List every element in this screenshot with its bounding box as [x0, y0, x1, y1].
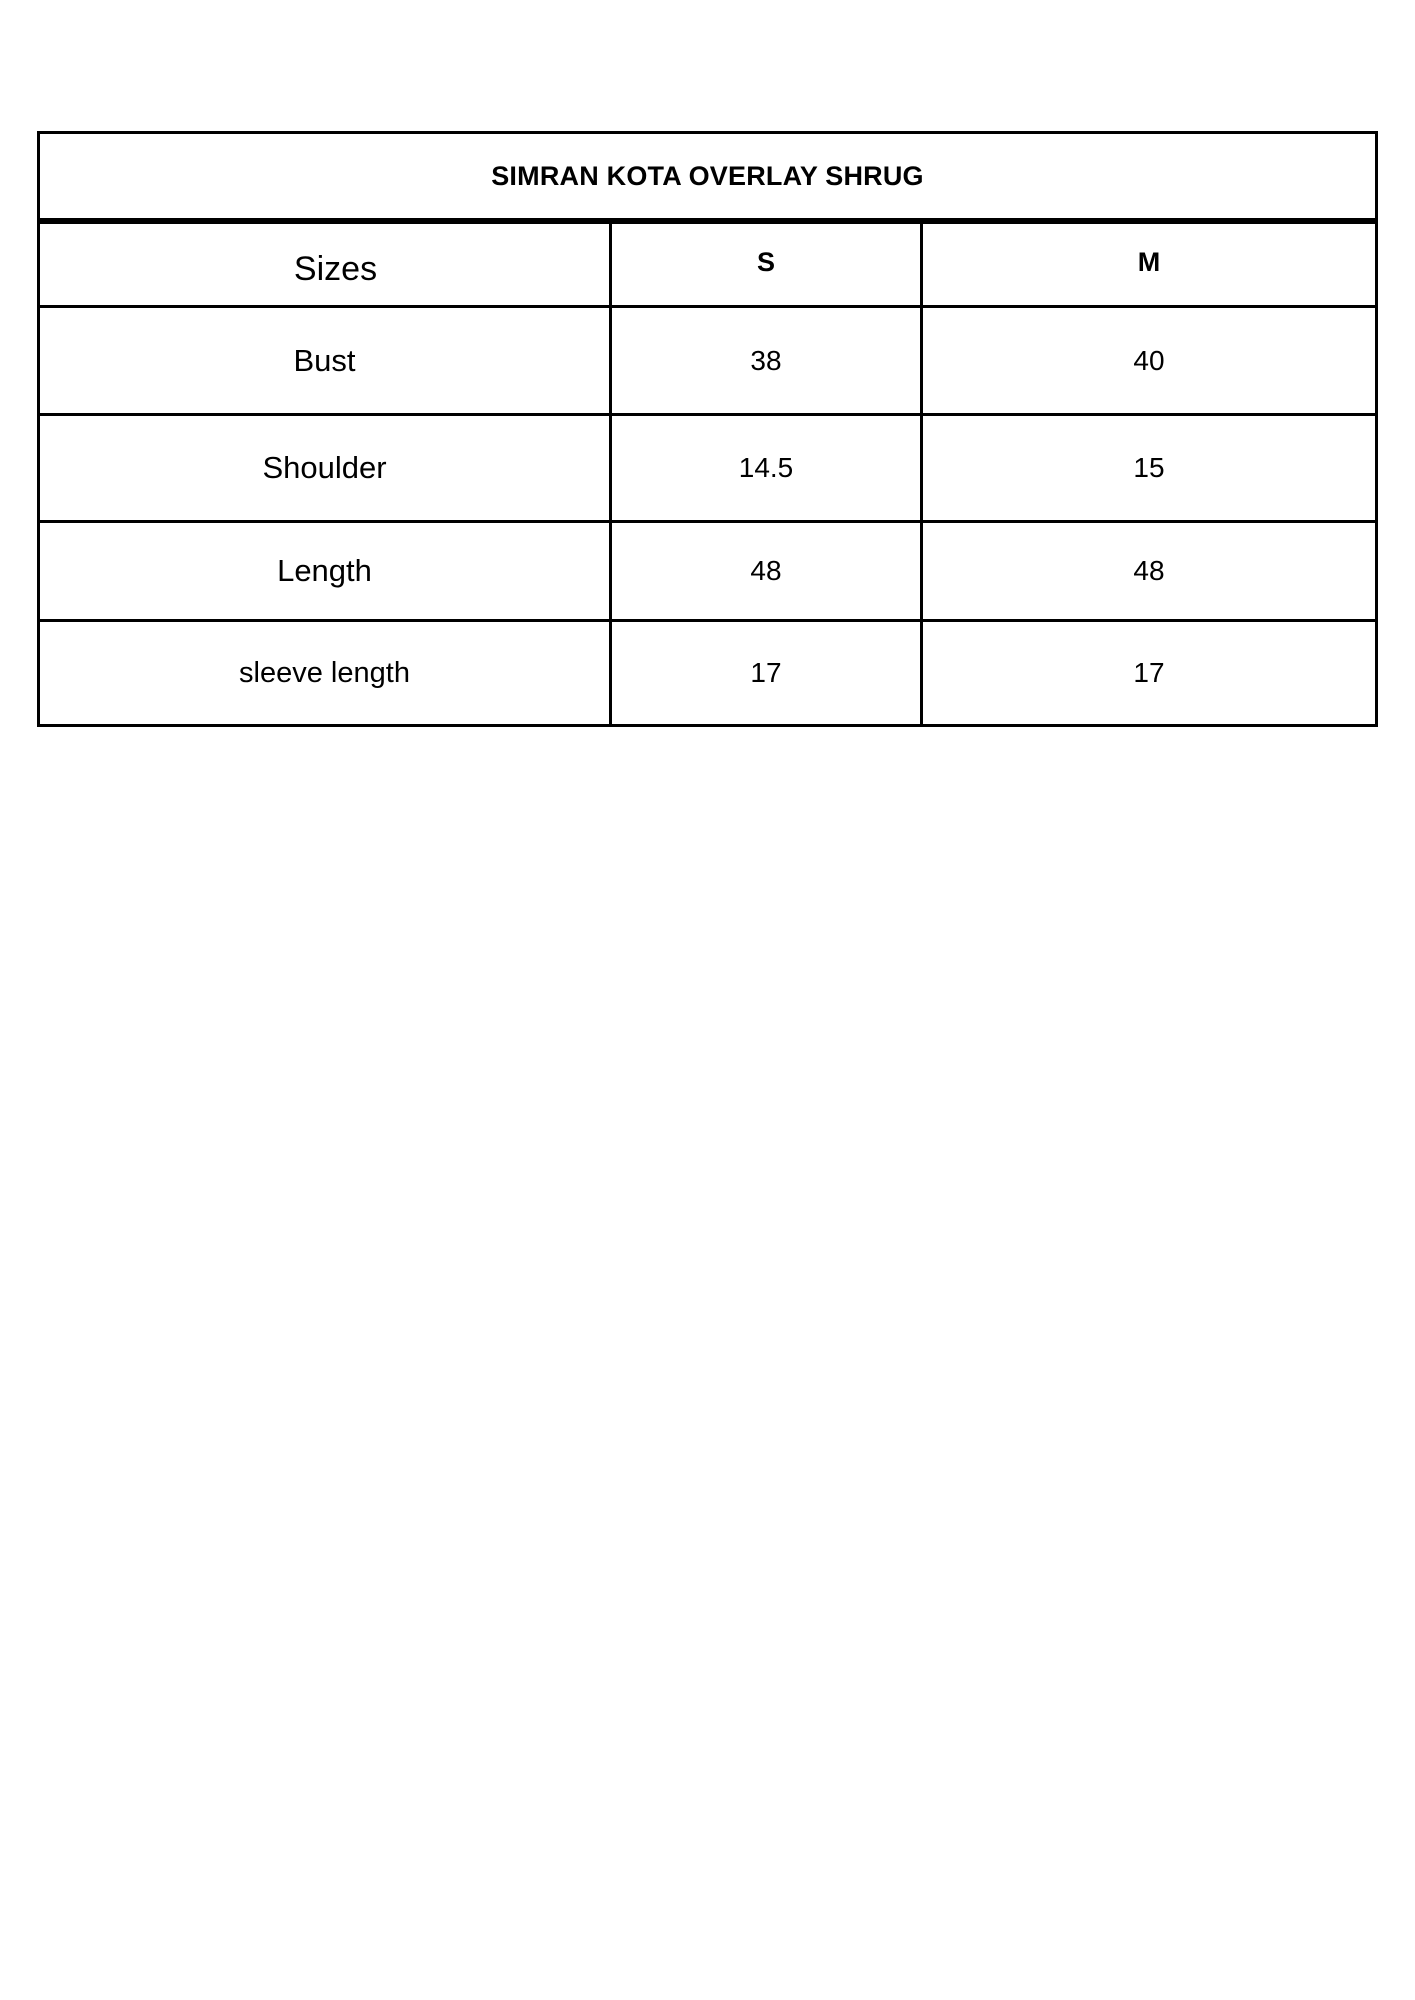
- table-row-length: [40, 523, 1375, 622]
- sleeve-length-m-value: 17: [1133, 657, 1165, 688]
- shoulder-m-value: 15: [1133, 452, 1165, 483]
- table-row-shoulder: [40, 416, 1375, 523]
- shoulder-s-value: 14.5: [612, 416, 923, 520]
- row-label-bust: Bust: [40, 308, 612, 413]
- row-label-length: Length: [40, 523, 612, 619]
- table-row-bust: [40, 308, 1375, 416]
- sizes-header: Sizes: [40, 224, 612, 305]
- chart-title: SIMRAN KOTA OVERLAY SHRUG: [40, 134, 1375, 224]
- size-m-header: M: [1137, 247, 1161, 277]
- bust-s-value: 38: [612, 308, 923, 413]
- row-label-sleeve-length: sleeve length: [40, 622, 612, 724]
- size-chart-table: [37, 131, 1378, 727]
- length-s-value: 48: [612, 523, 923, 619]
- length-m-value: 48: [1133, 555, 1165, 586]
- sleeve-length-s-value: 17: [612, 622, 923, 724]
- table-header-row: [40, 224, 1375, 308]
- bust-m-value: 40: [1133, 344, 1165, 376]
- table-row-sleeve-length: [40, 622, 1375, 724]
- row-label-shoulder: Shoulder: [40, 416, 612, 520]
- size-s-header: S: [612, 224, 923, 305]
